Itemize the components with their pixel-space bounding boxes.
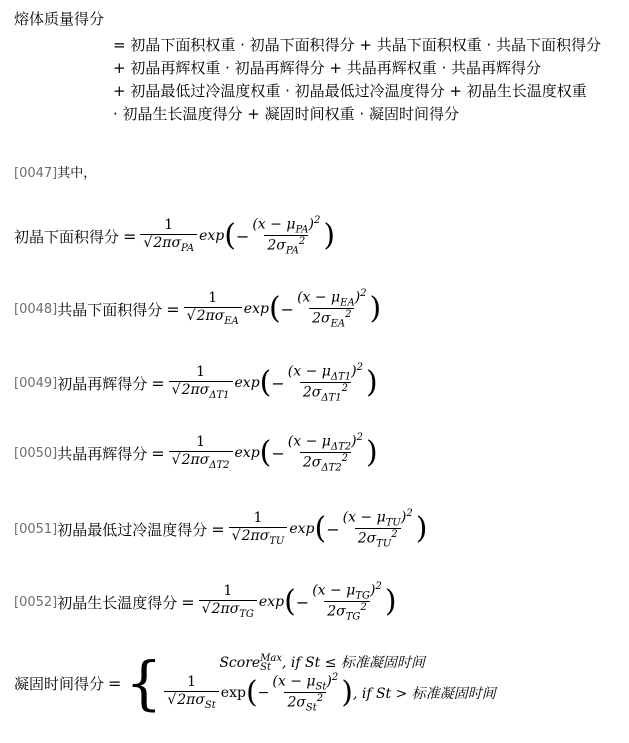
close-paren-num: ) (351, 433, 357, 450)
coeff-num: 1 (164, 217, 174, 234)
sigma-den-sub: ΔT2 (321, 462, 342, 474)
exponent-frac (285, 432, 366, 475)
exponent-num (294, 288, 369, 308)
sigma-symbol: σ (199, 381, 210, 398)
gaussian-equation-row (14, 508, 427, 551)
x-minus-mu: (x − μ (297, 289, 341, 306)
close-paren-num: ) (326, 673, 332, 690)
exponent-den (284, 692, 326, 714)
minus-sign: − (295, 592, 310, 612)
sigma-den-sub: ΔT1 (321, 392, 342, 404)
sigma-sub: EA (224, 315, 239, 327)
exponent-den (300, 382, 351, 404)
paragraph-tag: [0052] (14, 594, 58, 610)
exponent-num (285, 432, 366, 452)
score-sub: St (260, 662, 272, 673)
minus-sign: − (235, 226, 250, 246)
sigma-square-sup: 2 (298, 236, 306, 248)
open-paren: ( (314, 511, 327, 547)
paragraph-tag: [0050] (14, 445, 58, 461)
sqrt-symbol: √ (171, 381, 181, 398)
minus-sign: − (257, 685, 270, 702)
exp-text: exp (289, 521, 315, 538)
two-sigma: 2σ (357, 531, 377, 548)
equals-sign: = (181, 592, 195, 612)
square-sup: 2 (356, 432, 363, 443)
exponent-den (300, 452, 351, 474)
exponent-den (324, 601, 370, 623)
sqrt-symbol: √ (231, 527, 241, 544)
formula-line-4: · 初晶生长温度得分 + 凝固时间权重 · 凝固时间得分 (113, 105, 459, 123)
close-paren-num: ) (369, 582, 376, 599)
exp-text: exp (220, 685, 246, 702)
score-label: 初晶再辉得分 (57, 374, 148, 393)
close-paren: ) (369, 291, 382, 327)
exponent-frac (340, 508, 416, 551)
close-paren-num: ) (308, 216, 314, 233)
mu-sub: EA (340, 297, 355, 309)
solid-time-equation (14, 649, 496, 718)
sqrt-symbol: √ (143, 234, 153, 251)
sigma-den-sub: EA (330, 318, 346, 330)
mu-sub: ΔT2 (330, 441, 352, 453)
sigma-sub: TG (239, 608, 254, 620)
open-paren: ( (259, 365, 272, 401)
x-minus-mu: (x − μ (287, 363, 331, 380)
exponent-den (264, 235, 308, 257)
two-sigma: 2σ (267, 238, 286, 255)
score-symbol: Score (219, 655, 261, 671)
sigma-square-sup: 2 (316, 693, 324, 705)
sigma-den-sub: TG (345, 611, 361, 623)
case-gaussian (164, 672, 495, 715)
coeff-num: 1 (253, 510, 263, 527)
coeff-num: 1 (208, 290, 218, 307)
mu-sub: TG (355, 590, 370, 602)
sigma-square-sup: 2 (360, 602, 367, 614)
sigma-square-sup: 2 (391, 529, 398, 541)
exponent-num (309, 581, 385, 601)
coeff-num: 1 (187, 674, 197, 691)
paragraph-tag: [0049] (14, 375, 58, 391)
coeff-den (169, 381, 233, 402)
coeff-den (184, 307, 242, 328)
equals-sign: = (108, 673, 122, 693)
sigma-den-sub: TU (376, 538, 392, 550)
gaussian-coeff (140, 218, 197, 254)
close-paren: ) (341, 675, 353, 711)
minus-sign: − (271, 373, 285, 393)
exponent-den (355, 528, 401, 550)
exponent-frac (309, 581, 385, 624)
close-paren: ) (366, 365, 378, 401)
equals-sign: = (166, 299, 180, 319)
mu-sub: St (315, 681, 327, 693)
piecewise-brace: { (125, 649, 163, 718)
piecewise-cases (164, 652, 495, 715)
sqrt-radicand: 2π (211, 600, 230, 617)
coeff-den (164, 691, 218, 712)
square-sup: 2 (375, 581, 382, 592)
two-sigma: 2σ (302, 385, 322, 402)
exp-text: exp (199, 228, 225, 245)
sigma-symbol: σ (199, 451, 210, 468)
score-label: 初晶下面积得分 (14, 227, 120, 246)
sigma-sub: St (204, 699, 216, 711)
close-paren-num: ) (354, 289, 361, 306)
x-minus-mu: (x − μ (342, 509, 386, 526)
formula-line-3: + 初晶最低过冷温度权重 · 初晶最低过冷温度得分 + 初晶生长温度权重 (113, 82, 587, 100)
gaussian-coeff (184, 291, 242, 327)
sigma-symbol: σ (214, 307, 225, 324)
sigma-den-sub: PA (285, 245, 299, 257)
exp-text: exp (243, 301, 269, 318)
x-minus-mu: (x − μ (287, 433, 331, 450)
close-paren: ) (384, 584, 397, 620)
paragraph-tag: [0047] (14, 166, 58, 181)
score-label: 共晶下面积得分 (57, 300, 163, 319)
close-paren: ) (366, 435, 378, 471)
exp-text: exp (234, 375, 260, 392)
mu-sub: ΔT1 (330, 371, 352, 383)
sigma-square-sup: 2 (345, 309, 352, 321)
exponent-frac (285, 362, 366, 405)
sigma-symbol: σ (229, 600, 240, 617)
score-sup: Max (260, 653, 283, 664)
coeff-den (229, 527, 288, 548)
minus-sign: − (280, 299, 295, 319)
exponent-num (269, 672, 341, 692)
open-paren: ( (259, 435, 272, 471)
mu-sub: TU (385, 517, 401, 529)
x-minus-mu: (x − μ (312, 582, 356, 599)
sigma-sub: ΔT1 (209, 389, 230, 401)
formula-title: 熔体质量得分 (14, 10, 105, 28)
paragraph-tag: [0048] (14, 301, 58, 317)
formula-line-1: = 初晶下面积权重 · 初晶下面积得分 + 共晶下面积权重 · 共晶下面积得分 (113, 36, 602, 54)
two-sigma: 2σ (302, 455, 322, 472)
score-label: 共晶再辉得分 (57, 444, 148, 463)
paragraph-tag: [0051] (14, 521, 58, 537)
sqrt-symbol: √ (167, 691, 177, 708)
gaussian-coeff (169, 365, 233, 401)
sqrt-radicand: 2π (196, 307, 215, 324)
sigma-sub: TU (269, 535, 285, 547)
exp-text: exp (234, 445, 260, 462)
gaussian-coeff (169, 435, 233, 471)
equals-sign: = (151, 443, 165, 463)
sigma-symbol: σ (259, 527, 270, 544)
sigma-square-sup: 2 (341, 453, 348, 465)
gaussian-coeff (229, 511, 288, 547)
coeff-den (199, 600, 257, 621)
x-minus-mu: (x − μ (252, 216, 296, 233)
sigma-sub: ΔT2 (209, 459, 230, 471)
sqrt-symbol: √ (171, 451, 181, 468)
open-paren: ( (245, 675, 258, 711)
gaussian-coeff (164, 675, 218, 711)
gaussian-equation-row (14, 581, 397, 624)
two-sigma: 2σ (327, 604, 346, 621)
sigma-symbol: σ (195, 691, 205, 708)
coeff-num: 1 (196, 364, 206, 381)
square-sup: 2 (313, 215, 321, 226)
exponent-frac (269, 672, 341, 715)
open-paren: ( (224, 218, 236, 254)
sqrt-radicand: 2π (181, 451, 200, 468)
gaussian-coeff (199, 584, 257, 620)
open-paren: ( (268, 291, 281, 327)
coeff-num: 1 (223, 583, 233, 600)
formula-line-2: + 初晶再辉权重 · 初晶再辉得分 + 共晶再辉权重 · 共晶再辉得分 (113, 59, 542, 77)
gaussian-equation-row (14, 288, 381, 331)
equals-sign: = (151, 373, 165, 393)
two-sigma: 2σ (287, 695, 306, 712)
coeff-den (140, 234, 197, 255)
square-sup: 2 (356, 362, 363, 373)
minus-sign: − (271, 443, 285, 463)
equals-sign: = (211, 519, 225, 539)
mu-sub: PA (295, 224, 309, 236)
open-paren: ( (284, 584, 296, 620)
exp-text: exp (258, 594, 285, 611)
sqrt-radicand: 2π (181, 381, 200, 398)
case-max-score (219, 652, 495, 672)
case1-condition: , if St ≤ 标准凝固时间 (282, 655, 425, 671)
two-sigma: 2σ (312, 311, 331, 328)
paragraph-text: 其中， (57, 166, 97, 181)
gaussian-equation-row (14, 362, 378, 405)
sqrt-radicand: 2π (153, 234, 172, 251)
close-paren-num: ) (400, 509, 407, 526)
sigma-square-sup: 2 (341, 383, 348, 395)
exponent-frac (249, 215, 323, 258)
close-paren: ) (323, 218, 336, 254)
sigma-sub: PA (181, 242, 195, 254)
coeff-den (169, 451, 233, 472)
gaussian-equation-row (14, 215, 335, 258)
gaussian-equation-row (14, 432, 378, 475)
close-paren-num: ) (351, 363, 357, 380)
square-sup: 2 (331, 672, 339, 683)
exponent-den (309, 308, 354, 330)
case2-condition: , if St > 标准凝固时间 (352, 686, 496, 703)
minus-sign: − (326, 519, 340, 539)
equals-sign: = (123, 226, 137, 246)
x-minus-mu: (x − μ (272, 673, 316, 690)
exponent-frac (294, 288, 369, 331)
solid-time-label: 凝固时间得分 (14, 674, 105, 693)
score-label: 初晶生长温度得分 (57, 593, 178, 612)
sqrt-radicand: 2π (177, 691, 196, 708)
sigma-symbol: σ (171, 234, 182, 251)
square-sup: 2 (406, 508, 413, 519)
paragraph-0047 (14, 162, 96, 181)
sqrt-symbol: √ (186, 307, 196, 324)
close-paren: ) (415, 511, 428, 547)
exponent-num (249, 215, 323, 235)
sqrt-radicand: 2π (241, 527, 260, 544)
exponent-num (285, 362, 366, 382)
sigma-den-sub: St (305, 702, 317, 714)
coeff-num: 1 (196, 434, 206, 451)
score-label: 初晶最低过冷温度得分 (57, 520, 208, 539)
square-sup: 2 (360, 288, 367, 299)
exponent-num (340, 508, 416, 528)
sqrt-symbol: √ (201, 600, 211, 617)
